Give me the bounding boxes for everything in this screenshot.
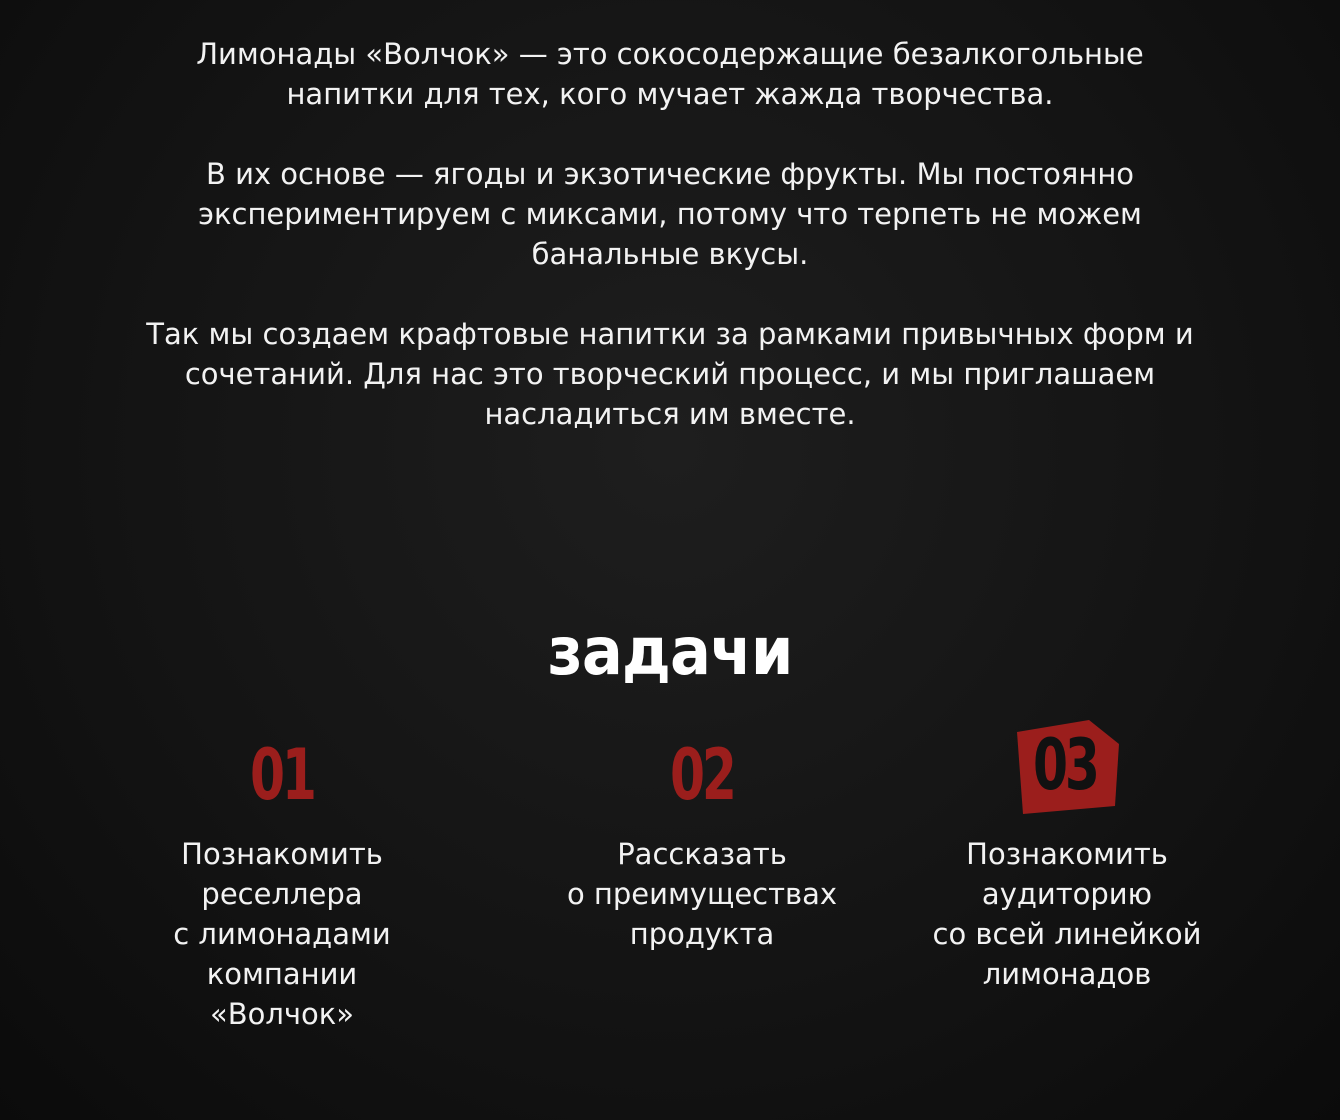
task-number-wrap-2 — [522, 730, 882, 820]
task-item-3 — [887, 724, 1247, 994]
task-description-3: Познакомить аудиторию со всей линейкой лимонадов — [932, 837, 1202, 991]
intro-paragraph-2: В их основе — ягоды и экзотические фрукты. Мы постоянно экспериментируем с миксами, потому что терпеть не можем банальные вкусы. — [198, 157, 1142, 271]
task-number-wrap-1 — [102, 730, 462, 820]
task-number-3: 03 — [1032, 724, 1097, 806]
task-number-wrap-3 — [887, 724, 1247, 820]
intro-paragraph-1: Лимонады «Волчок» — это сокосодержащие безалкогольные напитки для тех, кого мучает жажда творчества. — [196, 37, 1144, 111]
task-number-badge-3 — [1015, 720, 1119, 816]
tasks-title: задачи — [547, 613, 793, 690]
task-item-1 — [102, 730, 462, 1034]
task-number-1: 01 — [250, 734, 314, 816]
task-description-1: Познакомить реселлера с лимонадами компании «Волчок» — [173, 837, 391, 1031]
task-item-2 — [522, 730, 882, 954]
intro-paragraph-3: Так мы создаем крафтовые напитки за рамками привычных форм и сочетаний. Для нас это творческий процесс, и мы приглашаем насладиться им вместе. — [146, 317, 1194, 431]
task-description-2: Рассказать о преимуществах продукта — [566, 837, 838, 951]
intro-text — [0, 34, 1340, 474]
task-number-2: 02 — [670, 734, 734, 816]
